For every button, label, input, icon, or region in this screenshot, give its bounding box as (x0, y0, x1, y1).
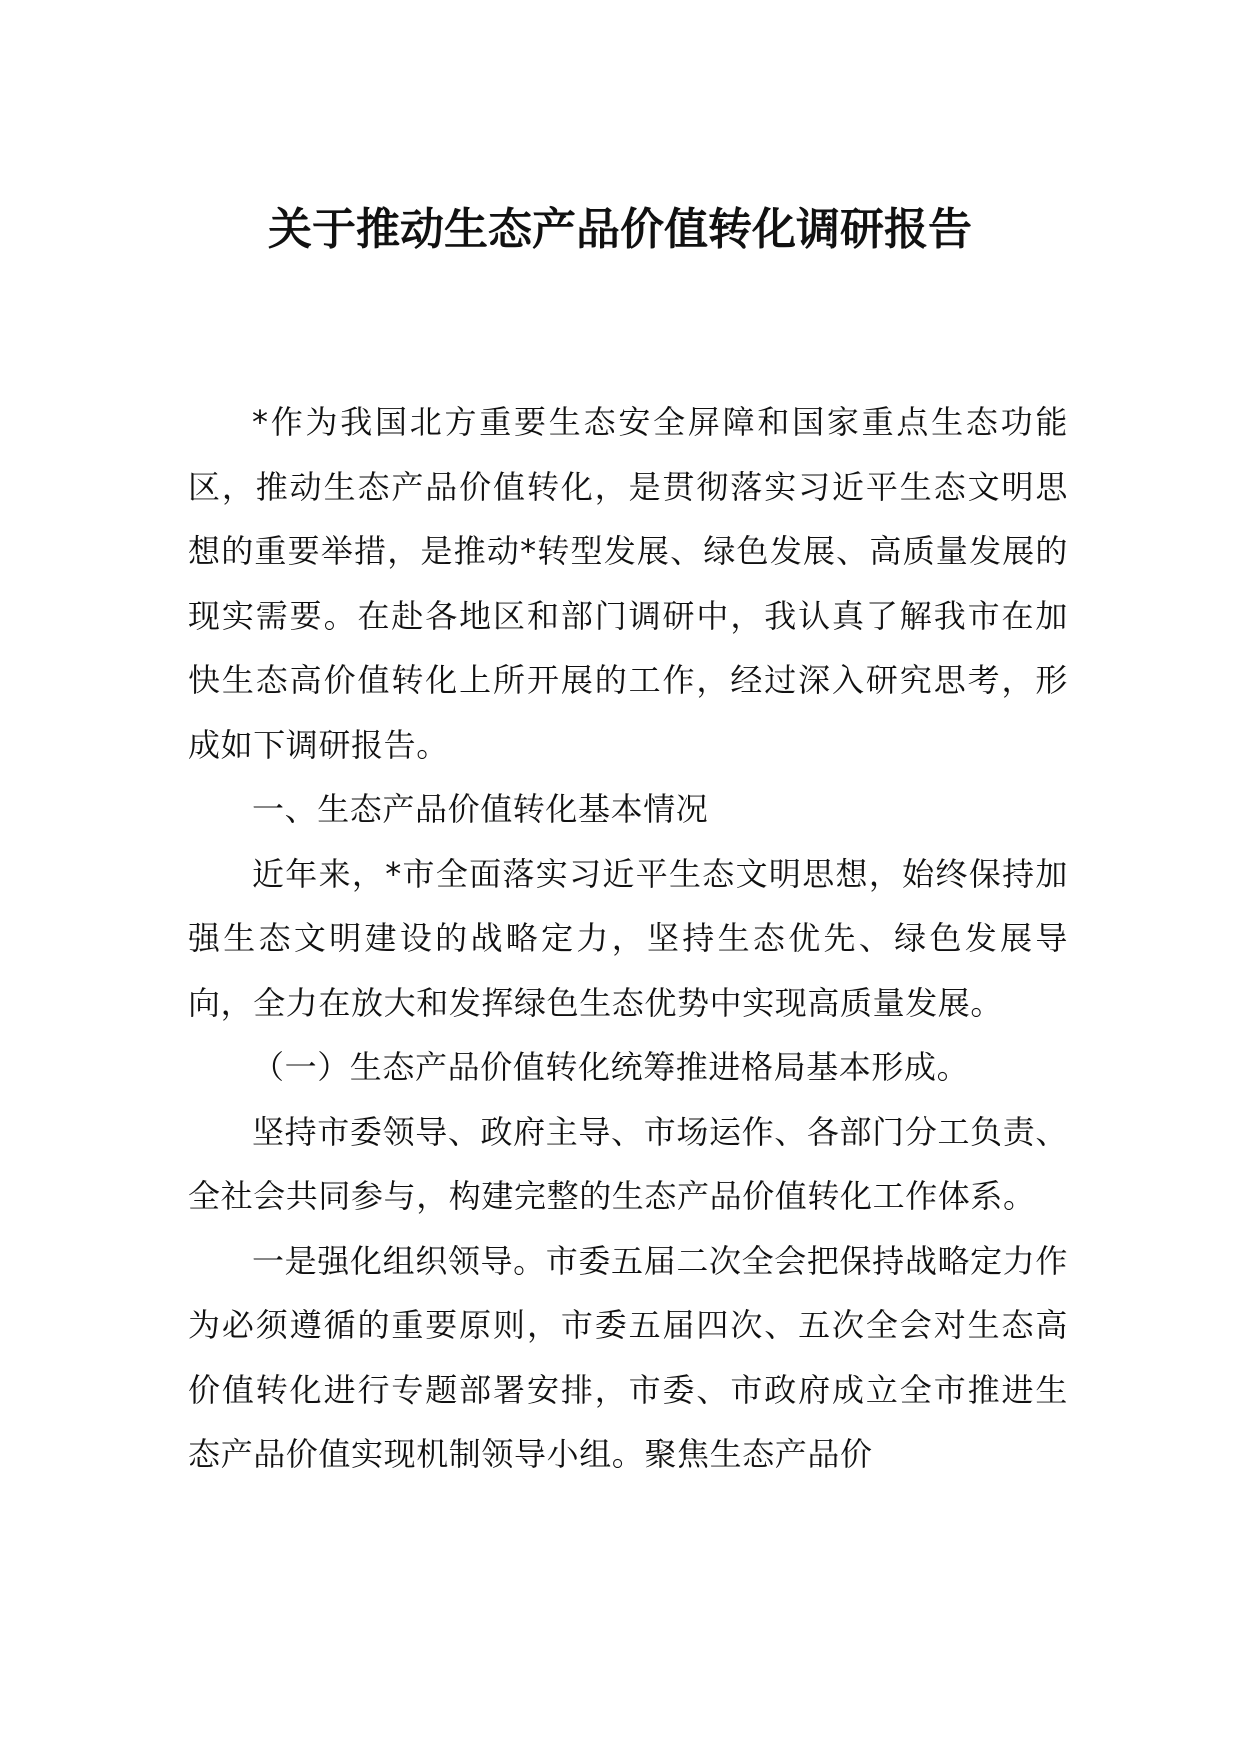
section-heading-1: 一、生态产品价值转化基本情况 (252, 790, 709, 828)
paragraph-leadership: 一是强化组织领导。市委五届二次全会把保持战略定力作为必须遵循的重要原则，市委五届四次、五次全会对生态高价值转化进行专题部署安排，市委、市政府成立全市推进生态产品价值实现机制领导小组。聚焦生态产品价 (188, 1241, 1068, 1473)
document-title: 关于推动生态产品价值转化调研报告 (268, 204, 972, 255)
paragraph-intro: *作为我国北方重要生态安全屏障和国家重点生态功能区，推动生态产品价值转化，是贯彻落实习近平生态文明思想的重要举措，是推动*转型发展、绿色发展、高质量发展的现实需要。在赴各地区和部门调研中，我认真了解我市在加快生态高价值转化上所开展的工作，经过深入研究思考，形成如下调研报告。 (188, 403, 1068, 764)
document-body (188, 390, 1068, 1487)
paragraph-overview: 近年来，*市全面落实习近平生态文明思想，始终保持加强生态文明建设的战略定力，坚持生态优先、绿色发展导向，全力在放大和发挥绿色生态优势中实现高质量发展。 (188, 854, 1068, 1022)
paragraph-system: 坚持市委领导、政府主导、市场运作、各部门分工负责、全社会共同参与，构建完整的生态产品价值转化工作体系。 (188, 1112, 1068, 1215)
subsection-heading-1: （一）生态产品价值转化统筹推进格局基本形成。 (252, 1048, 970, 1086)
